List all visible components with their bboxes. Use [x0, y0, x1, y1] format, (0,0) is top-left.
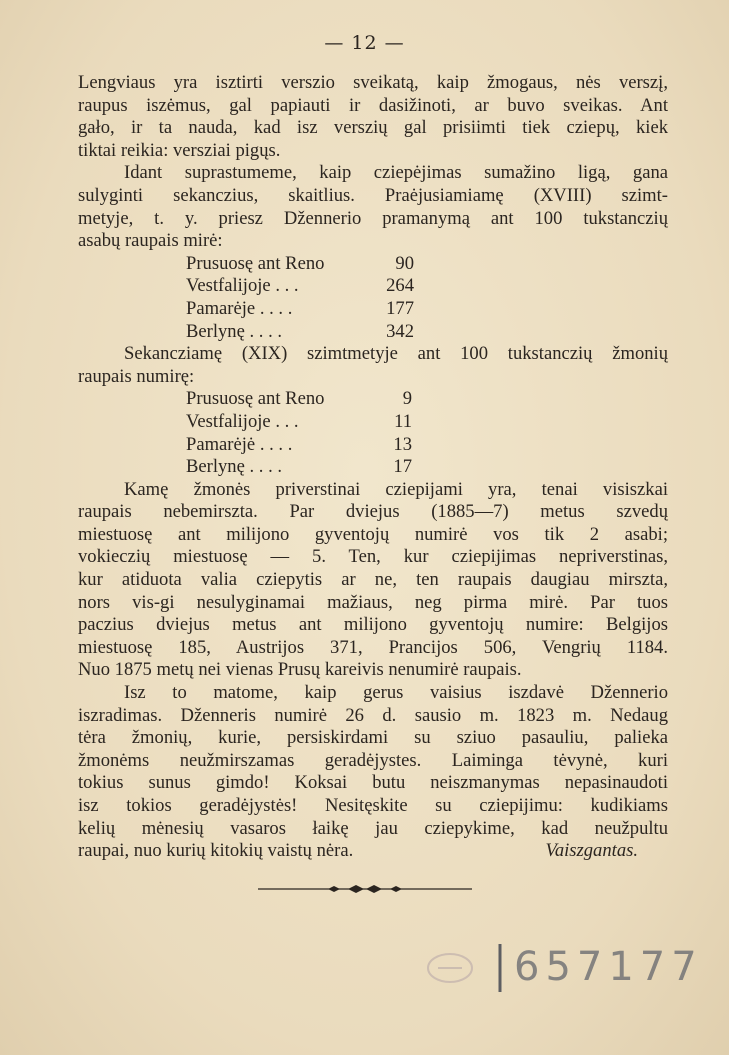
text-line: Idant suprastumeme, kaip cziepėjimas sumažino ligą, gana — [124, 162, 668, 184]
table-value: 90 — [395, 252, 414, 274]
table-value: 17 — [393, 456, 412, 478]
text-line: asabų raupais mirė: — [78, 230, 223, 252]
text-line: tėra žmonių, kurie, persiskirdami su sziuo pasauliu, palieka — [78, 727, 668, 749]
table-place: Vestfalijoje . . . — [186, 410, 299, 432]
text-line: isz tokios geradėjystės! Nesitęskite su cziepijimu: kudikiams — [78, 795, 668, 816]
paragraph-4 — [78, 479, 668, 682]
table-row — [186, 253, 414, 276]
text-line: Lengviaus yra isztirti verszio sveikatą, kaip žmogaus, nės verszį, — [78, 72, 668, 93]
text-line: Kamę žmonės priverstinai cziepijami yra, tenai visiszkai — [124, 478, 668, 500]
text-line: Isz to matome, kaip gerus vaisius iszdavė Džennerio — [124, 682, 668, 704]
text-line: raupus iszėmus, gal papiauti ir dasižinoti, ar buvo sveikas. Ant — [78, 94, 668, 116]
text-line: raupai, nuo kurių kitokių vaistų nėra. — [78, 840, 354, 862]
table-value: 13 — [393, 433, 412, 455]
text-line: nors vis-gi nesulyginamai mažiaus, neg pirma mirė. Par tuos — [78, 591, 668, 613]
table-place: Vestfalijoje . . . — [186, 275, 299, 297]
table-place: Pamarėje . . . . — [186, 297, 293, 319]
table-place: Berlynę . . . . — [186, 320, 283, 342]
paragraph-5 — [78, 682, 668, 863]
paragraph-3 — [78, 343, 668, 388]
table-value: 9 — [402, 388, 412, 410]
table-row — [186, 411, 412, 434]
paragraph-2 — [78, 162, 668, 252]
text-line: metyje, t. y. priesz Džennerio pramanymą ant 100 tukstanczių — [78, 207, 668, 229]
text-line: Nuo 1875 metų nei vienas Prusų kareivis nenumirė raupais. — [78, 659, 522, 681]
stamp-number: 657177 — [514, 944, 703, 990]
ornamental-rule — [258, 880, 472, 898]
text-line: kur atiduota valia cziepytis ar ne, ten raupais daugiau mirszta, — [78, 569, 668, 591]
text-line: iszradimas. Dženneris numirė 26 d. sausio m. 1823 m. Nedaug — [78, 704, 668, 726]
table-row — [186, 275, 414, 298]
table-row — [186, 298, 414, 321]
closing-line — [78, 840, 668, 863]
table-value: 177 — [386, 297, 414, 319]
text-line: Sekancziamę (XIX) szimtmetyje ant 100 tukstanczių žmonių — [124, 343, 668, 365]
author-signature: Vaiszgantas. — [545, 840, 638, 862]
text-line: raupais numirę: — [78, 365, 195, 387]
text-line: gało, ir ta nauda, kad isz verszių gal prisiimti tiek cziepų, kiek — [78, 117, 668, 139]
text-line: tiktai reikia: versziai pigųs. — [78, 139, 281, 161]
text-line: sulyginti sekanczius, skaitlius. Praėjusiamiamę (XVIII) szimt- — [78, 184, 668, 206]
text-line: tokius sunus gimdo! Koksai butu neiszmanymas nepasinaudoti — [78, 772, 668, 794]
text-line: miestuosę 185, Austrijos 371, Prancijos 506, Vengrių 1184. — [78, 636, 668, 658]
table-row — [186, 456, 412, 479]
text-line: miestuosę ant milijono gyventojų numirė vos tik 2 asabi; — [78, 523, 668, 545]
text-line: raupais nebemirszta. Par dviejus (1885—7) metus szvedų — [78, 501, 668, 523]
mortality-table-18th-century — [186, 253, 414, 343]
table-place: Prusuosę ant Reno — [186, 252, 325, 274]
table-value: 342 — [386, 320, 414, 342]
table-place: Prusuosę ant Reno — [186, 388, 325, 410]
text-line: vokieczių miestuosę — 5. Ten, kur cziepijimas nepriverstinas, — [78, 546, 668, 568]
table-row — [186, 388, 412, 411]
body-text — [78, 72, 668, 863]
mortality-table-19th-century — [186, 388, 412, 478]
page-number: — 12 — — [324, 32, 405, 54]
table-place: Pamarėjė . . . . — [186, 433, 293, 455]
text-line: kelių mėnesių vasaros łaikę jau cziepykime, kad neužpultu — [78, 817, 668, 839]
table-place: Berlynę . . . . — [186, 456, 283, 478]
table-row — [186, 434, 412, 457]
table-value: 264 — [386, 275, 414, 297]
table-value: 11 — [394, 410, 412, 432]
text-line: paczius dviejus metus ant milijono gyventojų numire: Belgijos — [78, 614, 668, 636]
paragraph-1 — [78, 72, 668, 162]
table-row — [186, 321, 414, 344]
text-line: žmonėms neužmirszamas geradėjystes. Laiminga tėvynė, kuri — [78, 749, 668, 771]
